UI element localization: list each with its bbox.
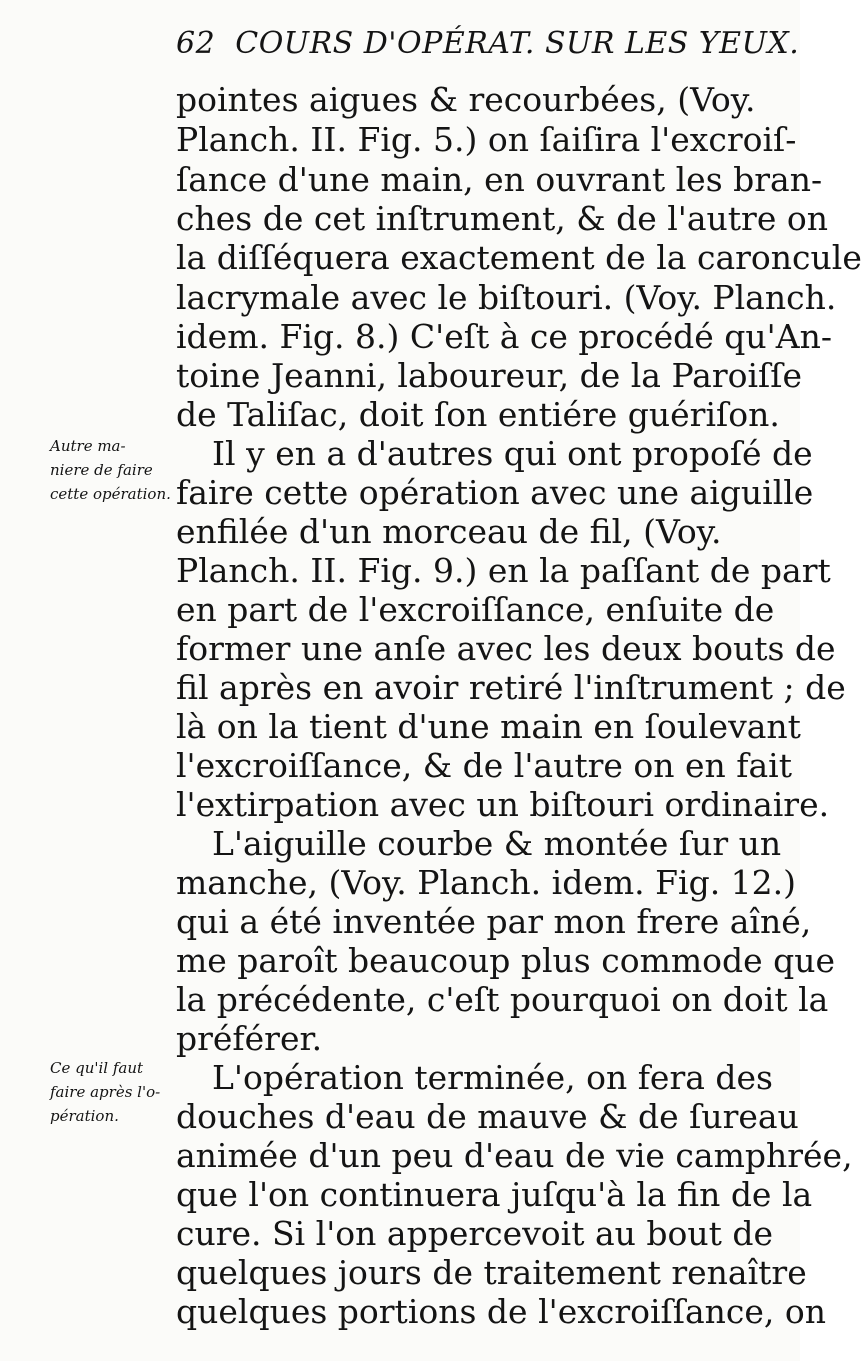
- margin-note-line: cette opération.: [50, 485, 171, 503]
- text-line: Planch. II. Fig. 5.) on ſaiſira l'excroiſ-: [176, 120, 797, 159]
- running-title: COURS D'OPÉRAT. SUR LES YEUX.: [235, 26, 800, 61]
- running-head: [176, 26, 799, 61]
- margin-note-line: faire après l'o-: [50, 1083, 161, 1101]
- text-line: la diſſéquera exactement de la caroncule: [176, 238, 862, 277]
- margin-note-line: niere de faire: [50, 461, 153, 479]
- text-line: lacrymale avec le biſtouri. (Voy. Planch.: [176, 278, 837, 317]
- text-line: manche, (Voy. Planch. idem. Fig. 12.): [176, 863, 797, 902]
- text-line: en part de l'excroiſſance, enſuite de: [176, 590, 775, 629]
- text-line: l'extirpation avec un biſtouri ordinaire.: [176, 785, 830, 824]
- margin-note: [50, 434, 178, 506]
- text-line: fil après en avoir retiré l'inſtrument ; de: [176, 668, 846, 707]
- margin-note-line: pération.: [50, 1107, 119, 1125]
- page-number: 62: [176, 26, 216, 61]
- text-line: la précédente, c'eſt pourquoi on doit la: [176, 980, 829, 1019]
- text-line: animée d'un peu d'eau de vie camphrée,: [176, 1136, 853, 1175]
- text-line: douches d'eau de mauve & de ſureau: [176, 1097, 799, 1136]
- text-line: qui a été inventée par mon frere aîné,: [176, 902, 812, 941]
- text-line: toine Jeanni, laboureur, de la Paroiſſe: [176, 356, 803, 395]
- text-line: ches de cet inſtrument, & de l'autre on: [176, 199, 828, 238]
- text-line: pointes aigues & recourbées, (Voy.: [176, 80, 756, 119]
- text-line: là on la tient d'une main en ſoulevant: [176, 707, 801, 746]
- margin-note-line: Ce qu'il faut: [50, 1059, 144, 1077]
- text-line: cure. Si l'on appercevoit au bout de: [176, 1214, 774, 1253]
- text-line: Il y en a d'autres qui ont propoſé de: [212, 434, 813, 473]
- text-line: de Taliſac, doit ſon entiére guériſon.: [176, 395, 780, 434]
- text-line: idem. Fig. 8.) C'eſt à ce procédé qu'An-: [176, 317, 832, 356]
- text-line: que l'on continuera juſqu'à la fin de la: [176, 1175, 813, 1214]
- text-line: former une anſe avec les deux bouts de: [176, 629, 836, 668]
- margin-note-line: Autre ma-: [50, 437, 126, 455]
- text-line: quelques jours de traitement renaître: [176, 1253, 807, 1292]
- text-line: quelques portions de l'excroiſſance, on: [176, 1292, 826, 1331]
- margin-note: [50, 1056, 178, 1128]
- text-line: L'aiguille courbe & montée ſur un: [212, 824, 782, 863]
- text-line: ſance d'une main, en ouvrant les bran-: [176, 160, 823, 199]
- text-line: me paroît beaucoup plus commode que: [176, 941, 836, 980]
- text-line: préférer.: [176, 1019, 323, 1058]
- text-line: enfilée d'un morceau de fil, (Voy.: [176, 512, 722, 551]
- text-line: L'opération terminée, on fera des: [212, 1058, 773, 1097]
- text-line: Planch. II. Fig. 9.) en la paſſant de part: [176, 551, 831, 590]
- text-line: l'excroiſſance, & de l'autre on en fait: [176, 746, 792, 785]
- text-line: faire cette opération avec une aiguille: [176, 473, 814, 512]
